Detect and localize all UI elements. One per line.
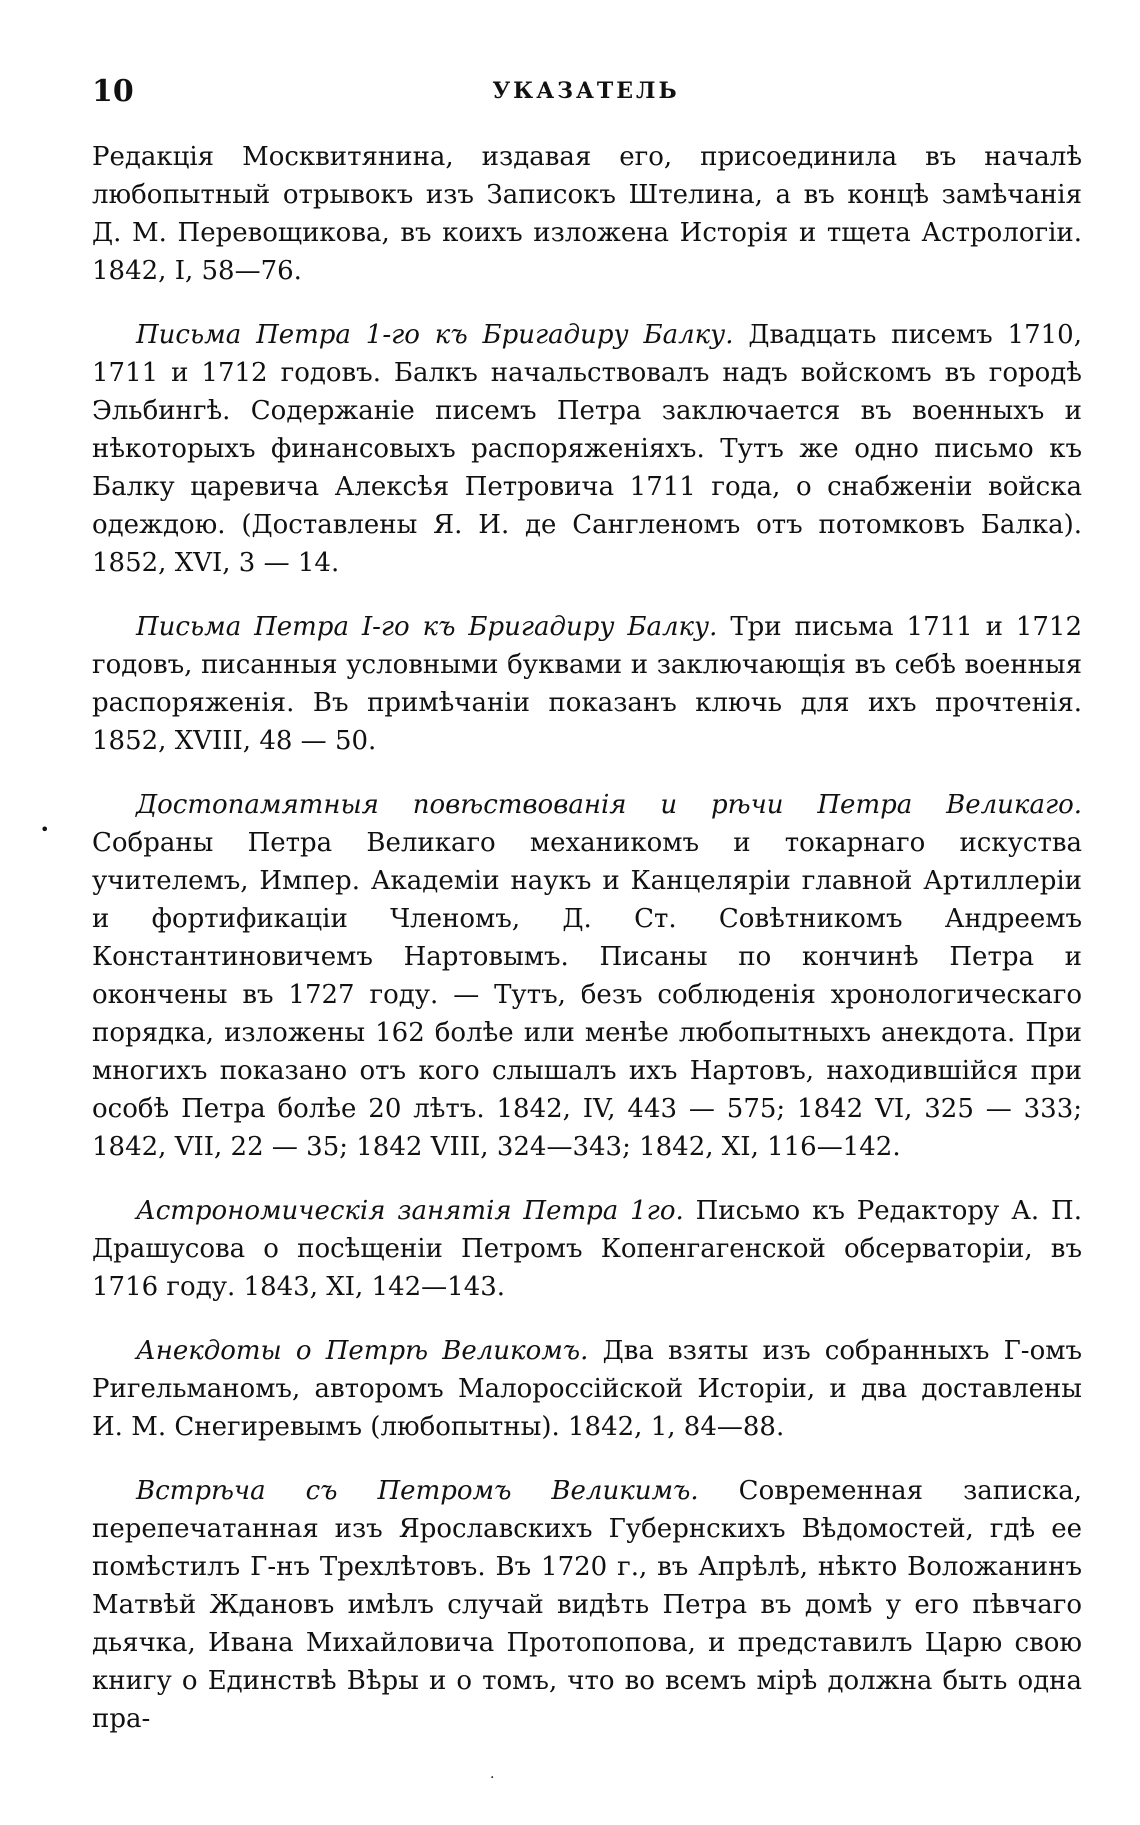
margin-mark: • bbox=[40, 820, 50, 839]
entry-paragraph bbox=[92, 786, 1082, 1166]
entry-title: Достопамятныя повѣствованія и рѣчи Петра Великаго. bbox=[136, 790, 1082, 820]
entry-text: Собраны Петра Великаго механикомъ и токарнаго искуства учителемъ, Импер. Академіи наукъ и Канцеляріи главной Артиллеріи и фортификаціи Членомъ, Д. Ст. Совѣтникомъ Андреемъ Константиновичемъ Нартовымъ. Писаны по кончинѣ Петра и окончены въ 1727 году. — Тутъ, безъ соблюденія хронологическаго порядка, изложены 162 болѣе или менѣе любопытныхъ анекдота. При многихъ показано отъ кого слышалъ ихъ Нартовъ, находившійся при особѣ Петра болѣе 20 лѣтъ. 1842, IV, 443 — 575; 1842 VI, 325 — 333; 1842, VII, 22 — 35; 1842 VIII, 324—343; 1842, XI, 116—142. bbox=[92, 828, 1082, 1162]
entry-title: Астрономическія занятія Петра 1го. bbox=[136, 1196, 684, 1226]
entry-title: Встрѣча съ Петромъ Великимъ. bbox=[136, 1476, 699, 1506]
entry-paragraph bbox=[92, 138, 1082, 290]
entry-title: Письма Петра 1-го къ Бригадиру Балку. bbox=[136, 320, 734, 350]
entry-paragraph bbox=[92, 1192, 1082, 1306]
entry-paragraph bbox=[92, 1472, 1082, 1738]
footer-mark: · bbox=[490, 1770, 495, 1786]
entry-title: Анекдоты о Петрѣ Великомъ. bbox=[136, 1336, 589, 1366]
page-body bbox=[92, 138, 1082, 1764]
entry-title: Письма Петра I-го къ Бригадиру Балку. bbox=[136, 612, 718, 642]
entry-text: Редакція Москвитянина, издавая его, присоединила въ началѣ любопытный отрывокъ изъ Записокъ Штелина, а въ концѣ замѣчанія Д. М. Перевощикова, въ коихъ изложена Исторія и тщета Астрологіи. 1842, I, 58—76. bbox=[92, 142, 1082, 286]
entry-text: Современная записка, перепечатанная изъ Ярославскихъ Губернскихъ Вѣдомостей, гдѣ ее помѣстилъ Г-нъ Трехлѣтовъ. Въ 1720 г., въ Апрѣлѣ, нѣкто Воложанинъ Матвѣй Ждановъ имѣлъ случай видѣть Петра въ домѣ у его пѣвчаго дьячка, Ивана Михайловича Протопопова, и представилъ Царю свою книгу о Единствѣ Вѣры и о томъ, что во всемъ мірѣ должна быть одна пра- bbox=[92, 1476, 1082, 1734]
entry-paragraph bbox=[92, 316, 1082, 582]
running-head: УКАЗАТЕЛЬ bbox=[492, 78, 680, 104]
entry-text: Три письма 1711 и 1712 годовъ, писанныя условными буквами и заключающія въ себѣ военныя распоряженія. Въ примѣчаніи показанъ ключь для ихъ прочтенія. 1852, XVIII, 48 — 50. bbox=[92, 612, 1083, 756]
entry-paragraph bbox=[92, 1332, 1082, 1446]
entry-text: Письмо къ Редактору А. П. Драшусова о посѣщеніи Петромъ Копенгагенской обсерваторіи, въ 1716 году. 1843, XI, 142—143. bbox=[92, 1196, 1082, 1302]
entry-paragraph bbox=[92, 608, 1082, 760]
entry-text: Двадцать писемъ 1710, 1711 и 1712 годовъ. Балкъ начальствовалъ надъ войскомъ въ городѣ Эльбингѣ. Содержаніе писемъ Петра заключается въ военныхъ и нѣкоторыхъ финансовыхъ распоряженіяхъ. Тутъ же одно письмо къ Балку царевича Алексѣя Петровича 1711 года, о снабженіи войска одеждою. (Доставлены Я. И. де Сангленомъ отъ потомковъ Балка). 1852, XVI, 3 — 14. bbox=[92, 320, 1082, 578]
page-number: 10 bbox=[92, 74, 134, 109]
entry-text: Два взяты изъ собранныхъ Г-омъ Ригельманомъ, авторомъ Малороссійской Исторіи, и два доставлены И. М. Снегиревымъ (любопытны). 1842, 1, 84—88. bbox=[92, 1336, 1082, 1442]
page-header bbox=[92, 74, 1080, 114]
